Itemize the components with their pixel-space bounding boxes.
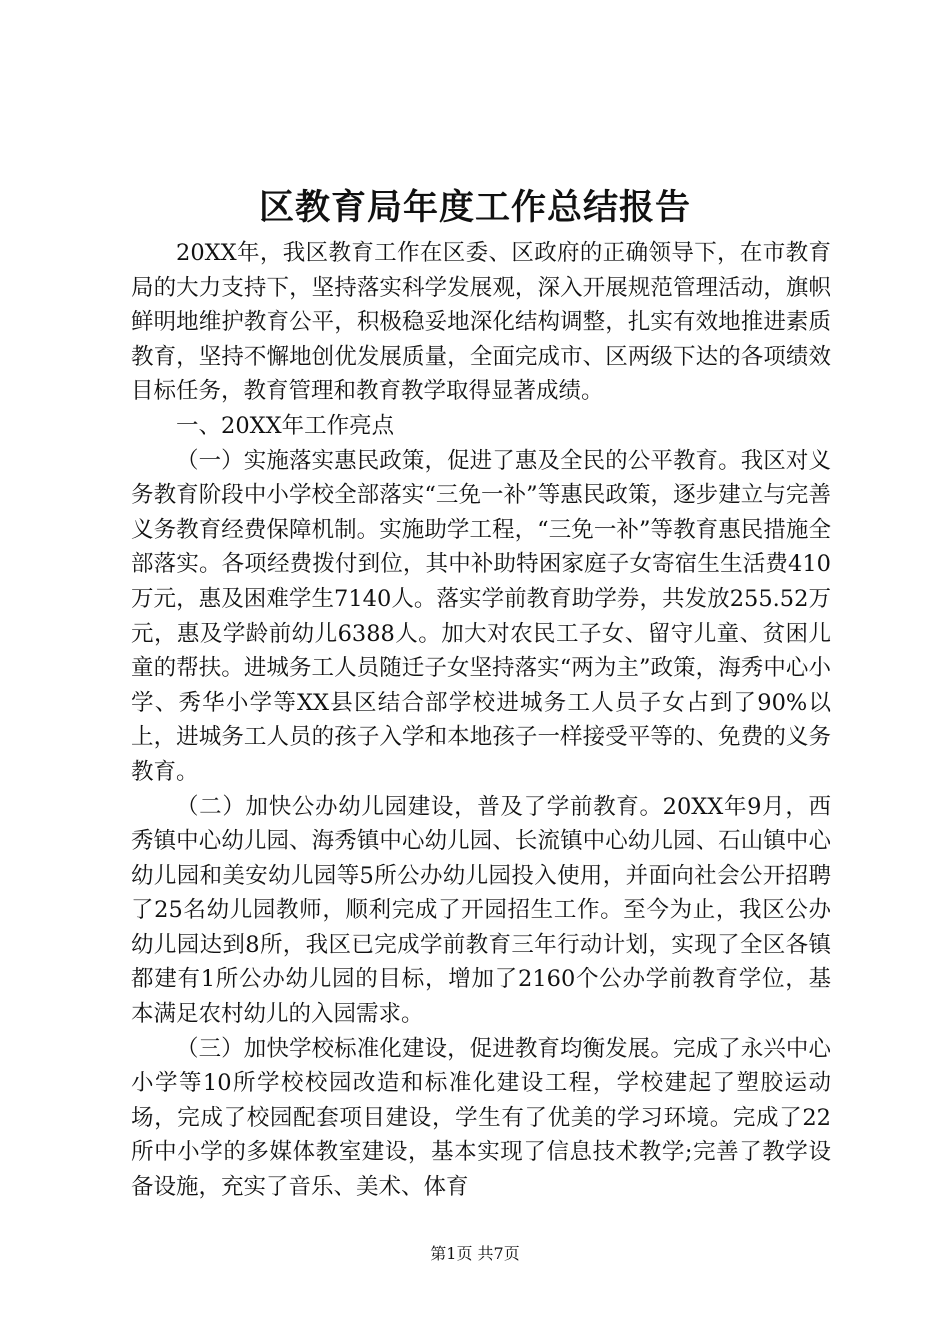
document-body [131, 236, 831, 1205]
section-heading: 一、20XX年工作亮点 [176, 412, 395, 439]
paragraph-item-3: （三）加快学校标准化建设，促进教育均衡发展。完成了永兴中心小学等10所学校校园改造和标准化建设工程，学校建起了塑胶运动场，完成了校园配套项目建设，学生有了优美的学习环境。完成了22所中小学的多媒体教室建设，基本实现了信息技术教学;完善了教学设备设施，充实了音乐、美术、体育 [131, 1035, 831, 1201]
paragraph-item-1: （一）实施落实惠民政策，促进了惠及全民的公平教育。我区对义务教育阶段中小学校全部落实“三免一补”等惠民政策，逐步建立与完善义务教育经费保障机制。实施助学工程，“三免一补”等教育惠民措施全部落实。各项经费拨付到位，其中补助特困家庭子女寄宿生生活费410万元，惠及困难学生7140人。落实学前教育助学券，共发放255.52万元，惠及学龄前幼儿6388人。加大对农民工子女、留守儿童、贫困儿童的帮扶。进城务工人员随迁子女坚持落实“两为主”政策，海秀中心小学、秀华小学等XX县区结合部学校进城务工人员子女占到了90%以上，进城务工人员的孩子入学和本地孩子一样接受平等的、免费的义务教育。 [131, 447, 831, 785]
document-title: 区教育局年度工作总结报告 [258, 187, 691, 228]
page-footer: 第1页 共7页 [430, 1244, 520, 1263]
paragraph-item-2: （二）加快公办幼儿园建设，普及了学前教育。20XX年9月，西秀镇中心幼儿园、海秀镇中心幼儿园、长流镇中心幼儿园、石山镇中心幼儿园和美安幼儿园等5所公办幼儿园投入使用，并面向社会公开招聘了25名幼儿园教师，顺利完成了开园招生工作。至今为止，我区公办幼儿园达到8所，我区已完成学前教育三年行动计划，实现了全区各镇都建有1所公办幼儿园的目标，增加了2160个公办学前教育学位，基本满足农村幼儿的入园需求。 [131, 793, 831, 1028]
paragraph-intro: 20XX年，我区教育工作在区委、区政府的正确领导下，在市教育局的大力支持下，坚持落实科学发展观，深入开展规范管理活动，旗帜鲜明地维护教育公平，积极稳妥地深化结构调整，扎实有效地推进素质教育，坚持不懈地创优发展质量，全面完成市、区两级下达的各项绩效目标任务，教育管理和教育教学取得显著成绩。 [131, 240, 831, 405]
